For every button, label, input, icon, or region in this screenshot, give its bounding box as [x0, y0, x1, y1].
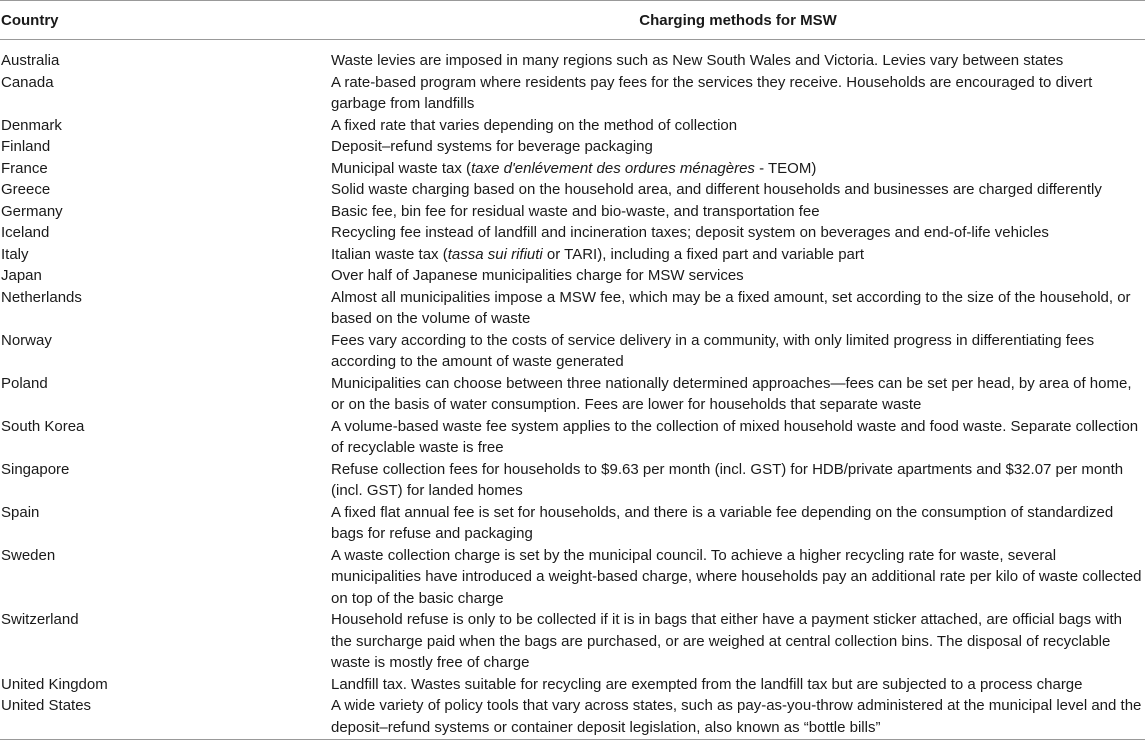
method-text: Recycling fee instead of landfill and incineration taxes; deposit system on beverages and end-of-life vehicles — [331, 224, 1049, 241]
country-cell: Switzerland — [1, 611, 79, 628]
country-cell: Germany — [1, 202, 63, 220]
method-text: Fees vary according to the costs of service delivery in a community, with only limited progress in differentiating fees according to the amount of waste generated — [331, 331, 1095, 370]
method-cell — [331, 72, 1145, 115]
method-cell — [331, 502, 1145, 545]
table-row — [0, 201, 1145, 223]
method-text: Almost all municipalities impose a MSW fee, which may be a fixed amount, set according to the size of the household, or based on the volume of waste — [331, 288, 1131, 327]
country-cell: Italy — [1, 245, 29, 263]
table-row — [0, 222, 1145, 244]
method-cell — [331, 222, 1145, 244]
method-text: or TARI), including a fixed part and variable part — [542, 245, 865, 263]
country-cell: Spain — [1, 503, 40, 521]
country-cell: Norway — [1, 331, 52, 349]
method-cell — [331, 265, 1145, 287]
country-cell: United States — [1, 697, 92, 714]
method-cell — [331, 416, 1145, 459]
method-text: Deposit–refund systems for beverage packaging — [331, 138, 653, 155]
table-row — [0, 115, 1145, 137]
table-row — [0, 695, 1145, 740]
method-cell — [331, 179, 1145, 201]
country-cell: South Korea — [1, 417, 85, 435]
table-row — [0, 265, 1145, 287]
method-text: A fixed flat annual fee is set for households, and there is a variable fee depending on the consumption of standardized bags for refuse and packaging — [331, 503, 1114, 542]
method-text: Basic fee, bin fee for residual waste and bio-waste, and transportation fee — [331, 202, 820, 220]
method-cell — [331, 545, 1145, 610]
country-column-header: Country — [0, 1, 331, 40]
table-row — [0, 609, 1145, 674]
method-text: Municipalities can choose between three nationally determined approaches—fees can be set per head, by area of home, or on the basis of water consumption. Fees are lower for households that separate waste — [331, 374, 1132, 413]
method-cell — [331, 695, 1145, 740]
method-cell — [331, 244, 1145, 266]
table-row — [0, 330, 1145, 373]
method-text: Waste levies are imposed in many regions such as New South Wales and Victoria. Levies vary between states — [331, 52, 1064, 69]
method-text: Refuse collection fees for households to $9.63 per month (incl. GST) for HDB/private apartments and $32.07 per month (incl. GST) for landed homes — [331, 460, 1124, 499]
method-text: - TEOM) — [754, 159, 817, 177]
method-text: Italian waste tax ( — [331, 245, 448, 263]
table-row — [0, 158, 1145, 180]
country-cell: Canada — [1, 73, 54, 91]
method-cell — [331, 40, 1145, 72]
method-text: Solid waste charging based on the household area, and different households and businesses are charged differently — [331, 181, 1102, 198]
table-row — [0, 545, 1145, 610]
method-cell — [331, 674, 1145, 696]
method-cell — [331, 609, 1145, 674]
table-row — [0, 179, 1145, 201]
table-row — [0, 40, 1145, 72]
country-cell: Netherlands — [1, 288, 82, 306]
method-cell — [331, 330, 1145, 373]
table-row — [0, 136, 1145, 158]
country-cell: Australia — [1, 52, 60, 69]
country-cell: Poland — [1, 374, 48, 392]
method-cell — [331, 115, 1145, 137]
country-cell: United Kingdom — [1, 675, 108, 693]
method-text: A wide variety of policy tools that vary across states, such as pay-as-you-throw administered at the municipal level and the deposit–refund systems or container deposit legislation, also known as “bottle bills” — [331, 697, 1142, 736]
table-row — [0, 674, 1145, 696]
method-cell — [331, 373, 1145, 416]
table-row — [0, 244, 1145, 266]
method-text: A volume-based waste fee system applies to the collection of mixed household waste and food waste. Separate collection of recyclable waste is free — [331, 417, 1139, 456]
method-text: Household refuse is only to be collected if it is in bags that either have a payment sticker attached, are official bags with the surcharge paid when the bags are purchased, or are weighed at central collection bins. The disposal of recyclable waste is mostly free of charge — [331, 611, 1122, 671]
method-cell — [331, 158, 1145, 180]
country-cell: Sweden — [1, 546, 56, 564]
method-text: Over half of Japanese municipalities charge for MSW services — [331, 267, 744, 284]
table-row — [0, 72, 1145, 115]
country-cell: Finland — [1, 138, 51, 155]
method-cell — [331, 136, 1145, 158]
header-row — [0, 1, 1145, 40]
country-cell: Greece — [1, 181, 51, 198]
table-row — [0, 416, 1145, 459]
method-text: A rate-based program where residents pay fees for the services they receive. Households are encouraged to divert garbage from landfills — [331, 73, 1093, 112]
country-cell: Japan — [1, 267, 42, 284]
method-italic-text: taxe d'enlévement des ordures ménagères — [471, 159, 755, 177]
method-cell — [331, 201, 1145, 223]
method-text: A fixed rate that varies depending on the method of collection — [331, 116, 738, 134]
method-text: Landfill tax. Wastes suitable for recycling are exempted from the landfill tax but are subjected to a process charge — [331, 675, 1083, 693]
country-cell: Denmark — [1, 116, 62, 134]
method-text: A waste collection charge is set by the municipal council. To achieve a higher recycling rate for waste, several municipalities have introduced a weight-based charge, where households pay an additional rate per kilo of waste collected on top of the basic charge — [331, 546, 1142, 607]
table-row — [0, 287, 1145, 330]
table-row — [0, 373, 1145, 416]
method-italic-text: tassa sui rifiuti — [447, 245, 543, 263]
country-cell: Iceland — [1, 224, 50, 241]
country-cell: France — [1, 159, 48, 177]
method-cell — [331, 459, 1145, 502]
method-column-header: Charging methods for MSW — [331, 1, 1145, 40]
method-text: Municipal waste tax ( — [331, 159, 472, 177]
table-row — [0, 459, 1145, 502]
method-cell — [331, 287, 1145, 330]
country-cell: Singapore — [1, 460, 70, 478]
table-row — [0, 502, 1145, 545]
